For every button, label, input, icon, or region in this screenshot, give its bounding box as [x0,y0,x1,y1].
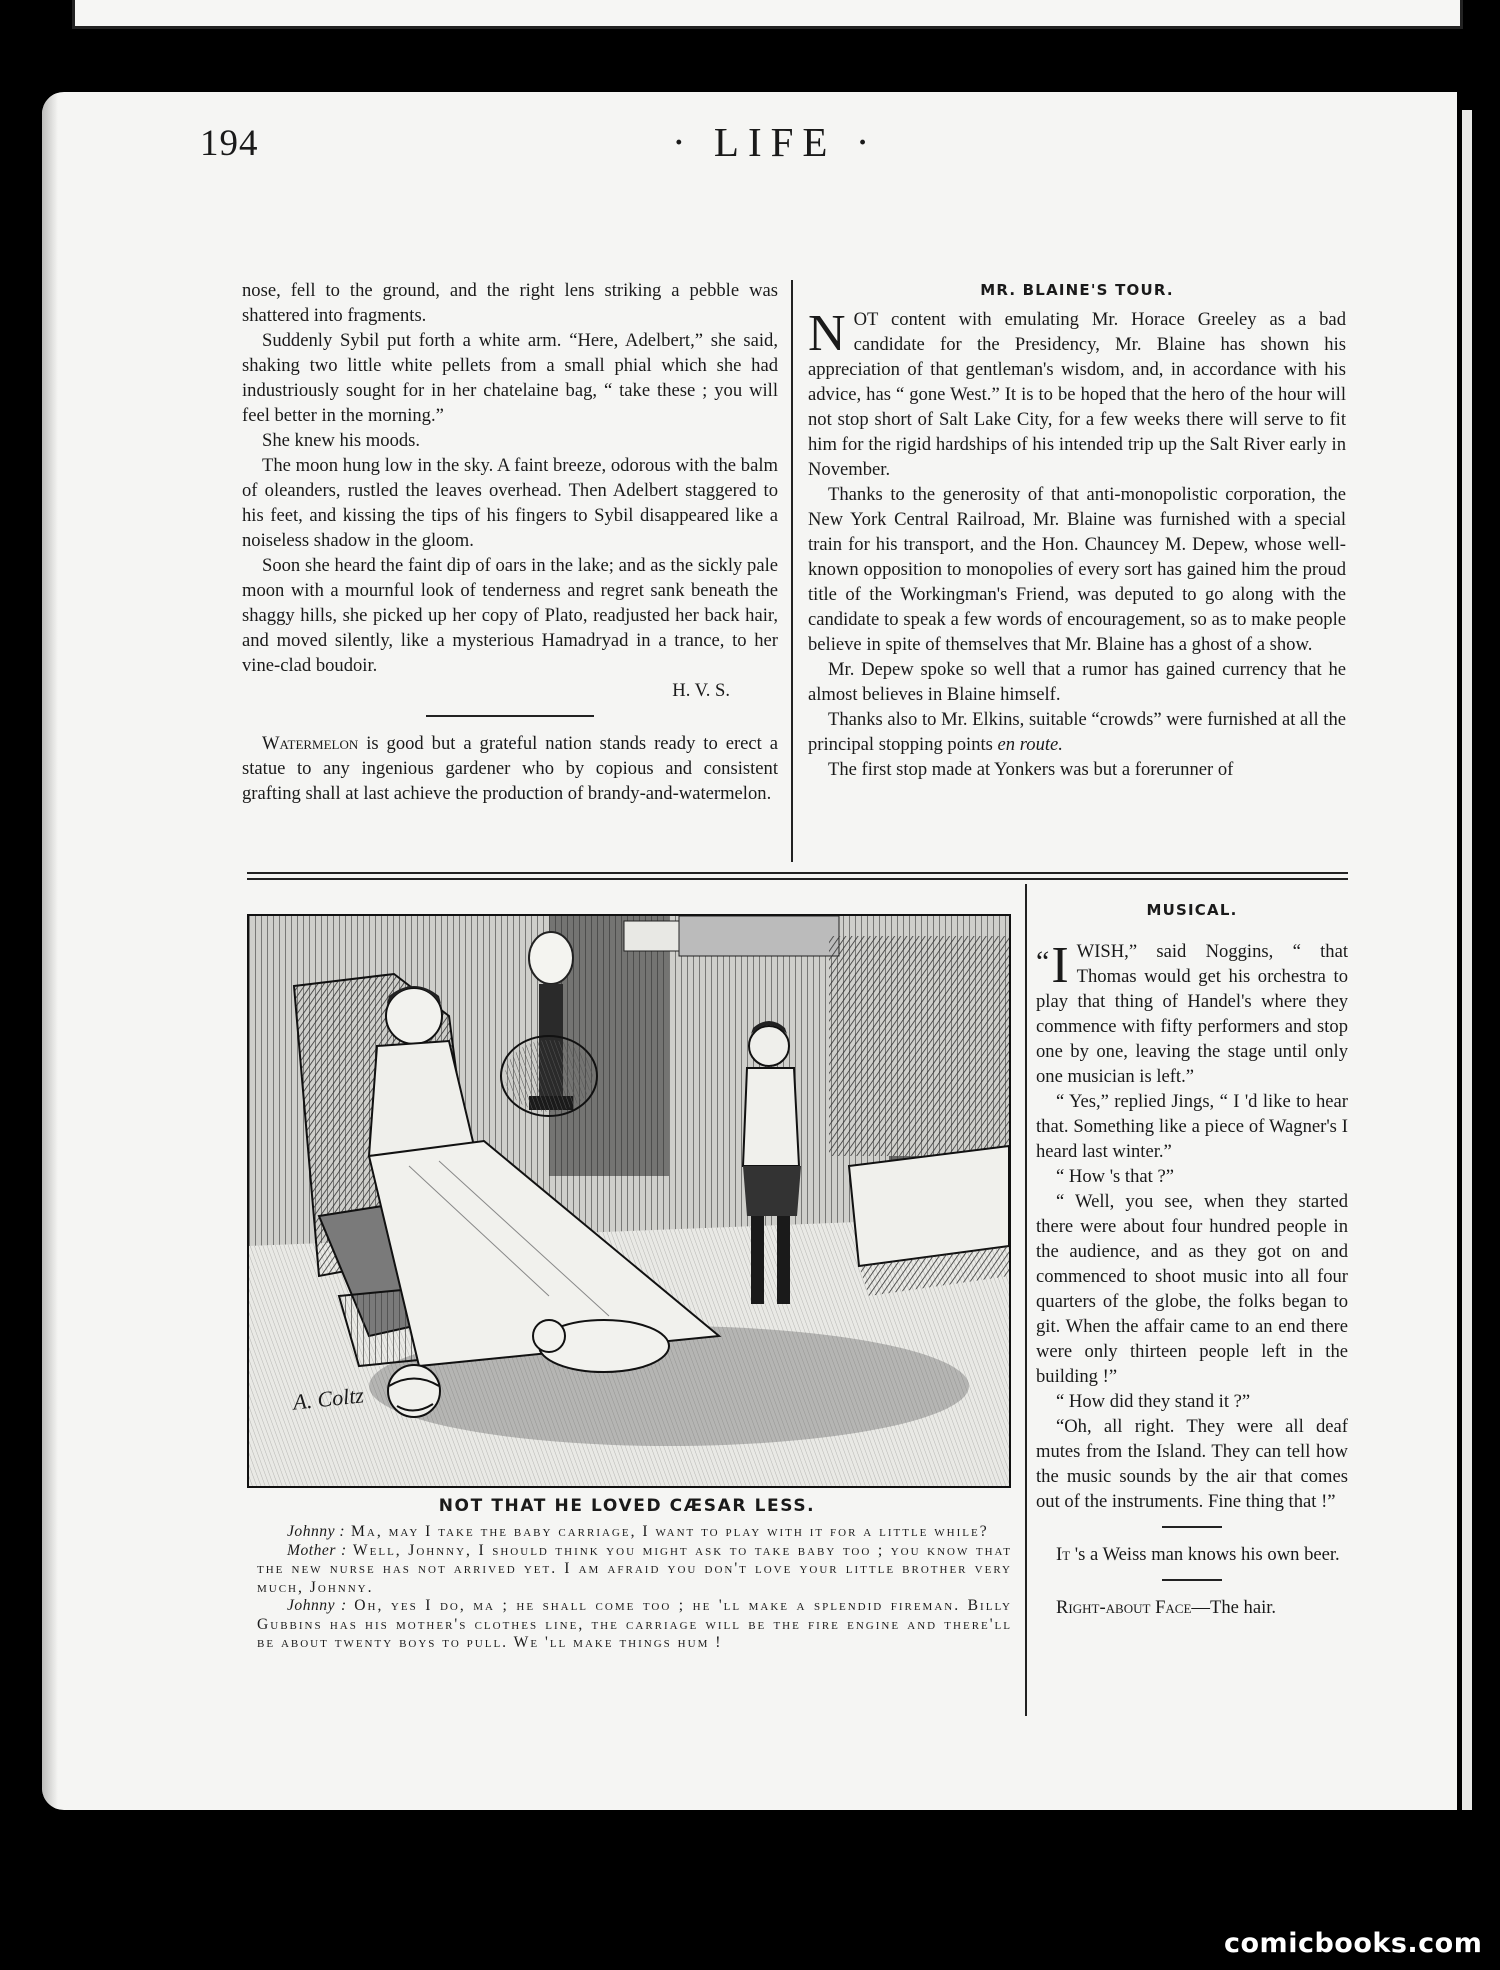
next-page-edge [1462,110,1472,1810]
musical-first-text: WISH,” said Noggins, “ that Thomas would get his orchestra to play that thing of Handel's where they commence with fifty performers and stop one by one, leaving the stage until only one musician is left.” [1036,941,1348,1087]
story-paragraph: Suddenly Sybil put forth a white arm. “Here, Adelbert,” she said, shaking two little white pellets from a small phial which she had industriously sought for in her chatelaine bag, “ take these ; you will feel better in the morning.” [242,330,778,426]
horizontal-rule [247,878,1348,880]
blaine-paragraph: Mr. Depew spoke so well that a rumor has gained currency that he almost believes in Blaine himself. [808,659,1346,705]
dialogue-line [257,1542,1012,1598]
section-divider [1162,1526,1222,1528]
cartoon-illustration [247,914,1011,1488]
horizontal-rule [247,872,1348,874]
weiss-lead: It [1056,1544,1071,1565]
dialogue-text: Oh, yes I do, ma ; he shall come too ; he 'll make a splendid fireman. Billy Gubbins has his mother's clothes line, the carriage will be the fire engine and there'll be about twenty boys to pull. We 'll make things hum ! [257,1597,1012,1651]
left-column [242,278,778,806]
face-paragraph [1036,1595,1348,1620]
story-paragraph: The moon hung low in the sky. A faint breeze, odorous with the balm of oleanders, rustled the leaves overhead. Then Adelbert staggered to his feet, and kissing the tips of his fingers to Sybil disappeared like a noiseless shadow in the gloom. [242,455,778,551]
blaine-heading: MR. BLAINE'S TOUR. [980,281,1174,299]
story-paragraph: She knew his moods. [262,430,421,451]
blaine-paragraph: The first stop made at Yonkers was but a forerunner of [828,759,1234,780]
story-paragraph: nose, fell to the ground, and the right lens striking a pebble was shattered into fragments. [242,280,778,326]
musical-paragraph [1036,939,1348,1089]
column-rule [1025,884,1027,1716]
blaine-column [808,278,1346,782]
musical-paragraph: “ How did they stand it ?” [1056,1391,1251,1412]
watermelon-text: is good but a grateful nation stands ready to erect a statue to any ingenious gardener who by copious and consistent grafting shall at last achieve the production of brandy-and-watermelon. [242,733,778,804]
musical-heading: MUSICAL. [1146,901,1238,919]
blaine-p4-emphasis: en route. [997,734,1063,755]
blaine-p4-text: Thanks also to Mr. Elkins, suitable “crowds” were furnished at all the principal stopping points [808,709,1346,755]
weiss-text: 's a Weiss man knows his own beer. [1070,1544,1340,1565]
cartoon-title: NOT THAT HE LOVED CÆSAR LESS. [438,1496,816,1516]
blaine-paragraph [808,307,1346,482]
musical-paragraph: “ Well, you see, when they started there were about four hundred people in the audience, and as they got on and commenced to shoot music into all four quarters of the globe, the folks began to git. When the affair came to an end there were only thirteen people left in the building !” [1036,1191,1348,1387]
dialogue-line [257,1523,1012,1542]
section-divider [426,715,594,717]
watermelon-lead: Watermelon [262,733,359,754]
face-lead: Right-about Face [1056,1597,1192,1618]
page-number: 194 [200,123,259,164]
masthead-title: · LIFE · [672,119,879,165]
dialogue-line [257,1597,1012,1653]
story-signature: H. V. S. [672,680,730,701]
weiss-paragraph [1036,1542,1348,1567]
blaine-paragraph: Thanks to the generosity of that anti-monopolistic corporation, the New York Central Railroad, Mr. Blaine was furnished with a special train for his transport, and the Hon. Chauncey M. Depew, whose well-known opposition to monopolies of every sort has gained him the proud title of the Workingman's Friend, was deputed to go along with the candidate to speak a few words of encouragement, so as to make people believe in spite of themselves that Mr. Blaine has a ghost of a show. [808,484,1346,655]
musical-paragraph: “Oh, all right. They were all deaf mutes from the Island. They can tell how the music sounds by the air that comes out of the instruments. Fine thing that !” [1036,1416,1348,1512]
blaine-paragraph [808,707,1346,757]
musical-column [1036,898,1348,1620]
column-rule [791,280,793,862]
blaine-dropcap: N [808,305,846,362]
musical-open-quote: “ [1036,945,1050,978]
section-divider [1162,1579,1222,1581]
artist-signature: A. Coltz [291,1382,365,1415]
musical-dropcap: I [1051,937,1069,994]
gutter-shadow [42,92,58,1810]
dialogue-speaker: Johnny : [287,1597,347,1614]
face-text: —The hair. [1191,1597,1277,1618]
blaine-first-text: OT content with emulating Mr. Horace Greeley as a bad candidate for the Presidency, Mr. Blaine has shown his appreciation of that gentleman's wisdom, and, in accordance with his advice, has “ gone West.” It is to be hoped that the hero of the hour will not stop short of Salt Lake City, for a few weeks there will serve to fit him for the rigid hardships of his intended trip up the Salt River early in November. [808,309,1346,480]
story-paragraph: Soon she heard the faint dip of oars in the lake; and as the sickly pale moon with a mournful look of tenderness and regret sank beneath the shaggy hills, she picked up her copy of Plato, readjusted her back hair, and moved silently, like a mysterious Hamadryad in a trance, to her vine-clad boudoir. [242,555,778,676]
previous-page-edge [72,0,1463,29]
dialogue-text: Ma, may I take the baby carriage, I want to play with it for a little while? [345,1523,989,1540]
cartoon-dialogue [257,1523,1012,1653]
site-watermark: comicbooks.com [1224,1928,1483,1959]
dialogue-speaker: Johnny : [287,1523,346,1540]
dialogue-speaker: Mother : [287,1541,347,1559]
musical-paragraph: “ Yes,” replied Jings, “ I 'd like to hear that. Something like a piece of Wagner's I heard last winter.” [1036,1091,1348,1162]
dialogue-text: Well, Johnny, I should think you might ask to take baby too ; you know that the new nurse has not arrived yet. I am afraid you don't love your little brother very much, Johnny. [257,1541,1012,1596]
musical-paragraph: “ How 's that ?” [1056,1166,1174,1187]
watermelon-paragraph [242,731,778,806]
